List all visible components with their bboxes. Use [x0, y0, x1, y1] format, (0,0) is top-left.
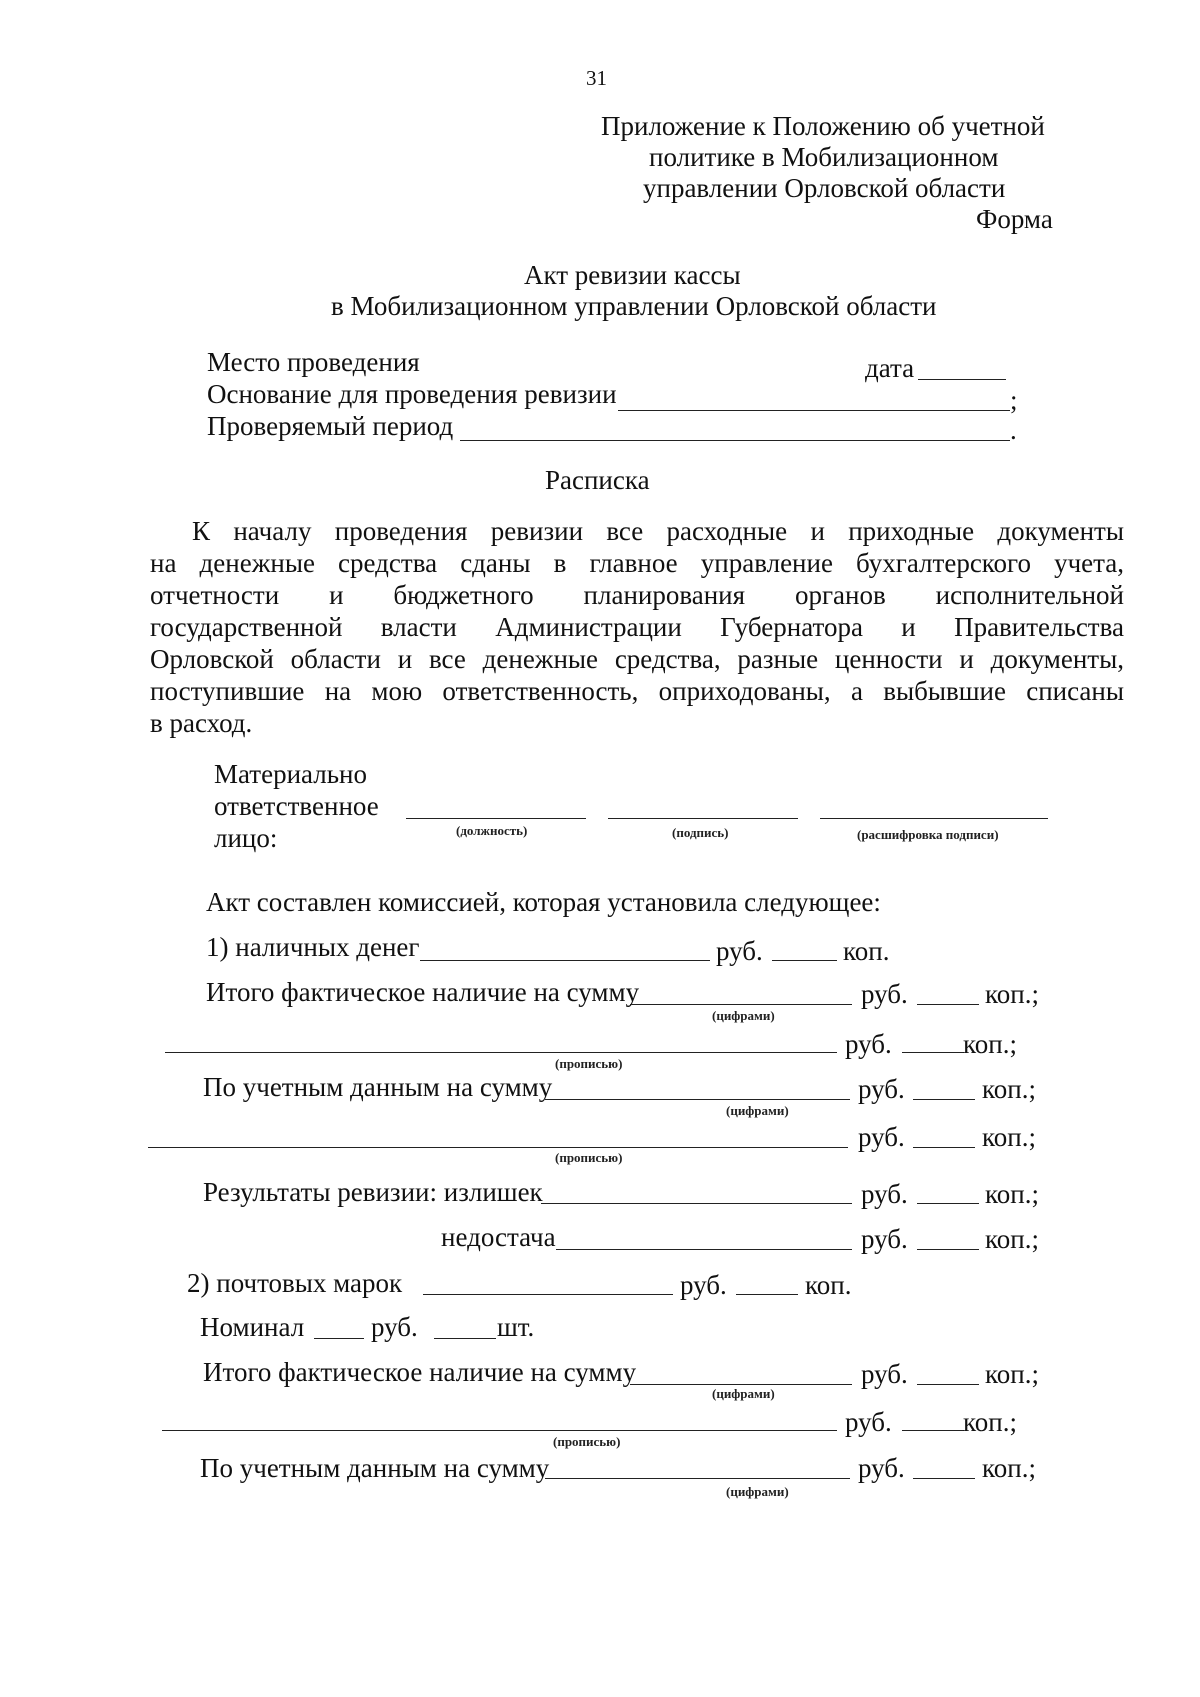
receipt-line: поступившие на мою ответственность, оприходованы, а выбывшие списаны: [150, 676, 1124, 706]
place-label: Место проведения: [207, 347, 420, 377]
stamps-accounting-figures-caption: (цифрами): [726, 1484, 789, 1499]
cash-actual-words-caption: (прописью): [555, 1056, 623, 1071]
cash-accounting-kop-line[interactable]: [913, 1099, 975, 1100]
document-subtitle: в Мобилизационном управлении Орловской области: [331, 291, 937, 321]
responsible-line-2: ответственное: [214, 791, 379, 821]
surplus-label: Результаты ревизии: излишек: [203, 1177, 543, 1207]
cash-actual-words-line[interactable]: [165, 1052, 837, 1053]
stamps-rub: руб.: [680, 1270, 727, 1300]
commission-intro: Акт составлен комиссией, которая установила следующее:: [206, 887, 881, 917]
receipt-line: в расход.: [150, 708, 253, 738]
appendix-line-1: Приложение к Положению об учетной: [601, 111, 1045, 141]
cash-actual-kop: коп.;: [985, 979, 1039, 1009]
cash-field-line[interactable]: [420, 960, 710, 961]
basis-label: Основание для проведения ревизии: [207, 379, 617, 409]
cash-actual-figures-caption: (цифрами): [712, 1008, 775, 1023]
stamps-actual-rub: руб.: [861, 1359, 908, 1389]
period-field-line[interactable]: [460, 440, 1010, 441]
nominal-count-line[interactable]: [434, 1338, 496, 1339]
page-number: 31: [586, 66, 607, 90]
cash-accounting-words-line[interactable]: [148, 1147, 848, 1148]
position-caption: (должность): [456, 823, 528, 838]
cash-kop-line[interactable]: [772, 960, 837, 961]
appendix-line-2: политике в Мобилизационном: [649, 142, 999, 172]
stamps-actual-words-rub: руб.: [845, 1407, 892, 1437]
shortage-kop: коп.;: [985, 1224, 1039, 1254]
decoding-caption: (расшифровка подписи): [857, 827, 999, 842]
nominal-pcs: шт.: [497, 1312, 535, 1342]
signature-field-line[interactable]: [608, 818, 798, 819]
receipt-line: Орловской области и все денежные средства, разные ценности и документы,: [150, 644, 1124, 674]
stamps-kop-line[interactable]: [736, 1294, 798, 1295]
receipt-heading: Расписка: [545, 465, 650, 495]
nominal-rub: руб.: [371, 1312, 418, 1342]
appendix-line-3: управлении Орловской области: [643, 173, 1006, 203]
position-field-line[interactable]: [406, 818, 586, 819]
stamps-actual-figures-caption: (цифрами): [712, 1386, 775, 1401]
form-label: Форма: [976, 204, 1053, 234]
stamps-label: 2) почтовых марок: [187, 1268, 403, 1298]
stamps-kop: коп.: [805, 1270, 852, 1300]
cash-accounting-words-kop-line[interactable]: [913, 1147, 975, 1148]
nominal-field-line[interactable]: [314, 1338, 364, 1339]
stamps-accounting-figures-line[interactable]: [545, 1478, 850, 1479]
basis-end: ;: [1010, 385, 1018, 415]
surplus-kop-line[interactable]: [917, 1203, 979, 1204]
responsible-line-3: лицо:: [214, 823, 278, 853]
receipt-line: К началу проведения ревизии все расходные и приходные документы: [192, 516, 1124, 546]
stamps-actual-kop-line[interactable]: [917, 1384, 979, 1385]
receipt-line: отчетности и бюджетного планирования органов исполнительной: [150, 580, 1124, 610]
stamps-actual-words-line[interactable]: [162, 1430, 837, 1431]
surplus-field-line[interactable]: [541, 1203, 852, 1204]
basis-field-line[interactable]: [618, 410, 1010, 411]
stamps-actual-figures-line[interactable]: [630, 1384, 852, 1385]
stamps-accounting-kop: коп.;: [982, 1453, 1036, 1483]
cash-accounting-figures-line[interactable]: [545, 1099, 850, 1100]
cash-accounting-rub: руб.: [858, 1074, 905, 1104]
document-title: Акт ревизии кассы: [524, 260, 741, 290]
surplus-kop: коп.;: [985, 1179, 1039, 1209]
stamps-accounting-rub: руб.: [858, 1453, 905, 1483]
stamps-actual-words-kop: коп.;: [963, 1407, 1017, 1437]
cash-actual-words-kop: коп.;: [963, 1029, 1017, 1059]
period-end: .: [1010, 415, 1017, 445]
shortage-field-line[interactable]: [556, 1249, 852, 1250]
shortage-rub: руб.: [861, 1224, 908, 1254]
period-label: Проверяемый период: [207, 411, 454, 441]
cash-accounting-label: По учетным данным на сумму: [203, 1072, 553, 1102]
cash-accounting-words-rub: руб.: [858, 1122, 905, 1152]
cash-kop: коп.: [843, 936, 890, 966]
decoding-field-line[interactable]: [820, 818, 1048, 819]
cash-actual-label: Итого фактическое наличие на сумму: [206, 977, 640, 1007]
shortage-kop-line[interactable]: [917, 1249, 979, 1250]
receipt-line: на денежные средства сданы в главное управление бухгалтерского учета,: [150, 548, 1124, 578]
surplus-rub: руб.: [861, 1179, 908, 1209]
stamps-accounting-label: По учетным данным на сумму: [200, 1453, 550, 1483]
cash-accounting-words-caption: (прописью): [555, 1150, 623, 1165]
cash-actual-words-kop-line[interactable]: [902, 1052, 964, 1053]
stamps-actual-kop: коп.;: [985, 1359, 1039, 1389]
stamps-actual-words-caption: (прописью): [553, 1434, 621, 1449]
date-label: дата: [865, 353, 915, 383]
stamps-actual-label: Итого фактическое наличие на сумму: [203, 1357, 637, 1387]
cash-actual-rub: руб.: [861, 979, 908, 1009]
cash-accounting-figures-caption: (цифрами): [726, 1103, 789, 1118]
nominal-label: Номинал: [200, 1312, 305, 1342]
cash-accounting-kop: коп.;: [982, 1074, 1036, 1104]
shortage-label: недостача: [441, 1222, 556, 1252]
receipt-line: государственной власти Администрации Губернатора и Правительства: [150, 612, 1124, 642]
stamps-accounting-kop-line[interactable]: [913, 1478, 975, 1479]
signature-caption: (подпись): [672, 825, 729, 840]
cash-label: 1) наличных денег: [206, 932, 420, 962]
cash-actual-words-rub: руб.: [845, 1029, 892, 1059]
date-field-line[interactable]: [918, 379, 1006, 380]
stamps-field-line[interactable]: [423, 1294, 673, 1295]
cash-rub: руб.: [716, 936, 763, 966]
cash-accounting-words-kop: коп.;: [982, 1122, 1036, 1152]
cash-actual-figures-line[interactable]: [630, 1004, 852, 1005]
cash-actual-kop-line[interactable]: [917, 1004, 979, 1005]
stamps-actual-words-kop-line[interactable]: [902, 1430, 964, 1431]
responsible-line-1: Материально: [214, 759, 367, 789]
